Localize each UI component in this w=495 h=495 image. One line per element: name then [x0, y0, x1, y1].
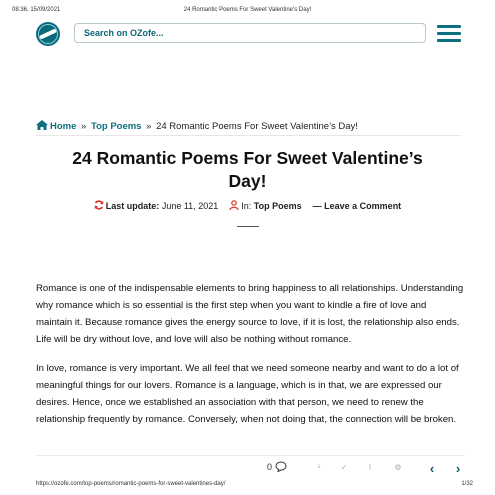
breadcrumb-category-link[interactable]: Top Poems [90, 121, 142, 132]
divider [36, 135, 461, 136]
text-cursor-icon[interactable]: Ι [368, 463, 372, 472]
leave-comment-link[interactable]: — Leave a Comment [312, 201, 402, 211]
print-page-number: 1/32 [461, 481, 473, 487]
print-header [0, 7, 495, 19]
ozofe-logo-icon[interactable] [36, 22, 60, 46]
comment-count[interactable] [267, 461, 287, 477]
next-page-button[interactable]: › [455, 461, 461, 476]
meta-category-link[interactable]: Top Poems [253, 201, 302, 211]
breadcrumb [36, 120, 358, 132]
divider [36, 455, 465, 456]
print-doc-title: 24 Romantic Poems For Sweet Valentine’s Day! [183, 7, 312, 13]
article-body [36, 280, 464, 440]
in-label: In: [241, 201, 252, 211]
search-placeholder: Search on OZofe... [84, 28, 164, 38]
print-url: https://ozofe.com/top-poems/romantic-poems-for-sweet-valentines-day/ [36, 481, 226, 487]
breadcrumb-current: 24 Romantic Poems For Sweet Valentine’s Day! [156, 121, 358, 132]
breadcrumb-home-link[interactable]: Home [50, 121, 77, 132]
hamburger-menu-icon[interactable] [437, 25, 461, 43]
sync-icon [94, 200, 104, 210]
check-icon[interactable]: ✓ [340, 463, 348, 472]
print-footer [0, 481, 495, 491]
search-input[interactable] [74, 23, 426, 43]
last-update-date: June 11, 2021 [161, 201, 219, 211]
prev-page-button[interactable]: ‹ [429, 461, 435, 476]
title-underline [237, 226, 259, 227]
post-title: 24 Romantic Poems For Sweet Valentine’s Day! [72, 148, 423, 191]
comment-icon [275, 461, 287, 472]
home-icon [36, 120, 48, 130]
breadcrumb-separator: » [146, 121, 152, 132]
zoom-icon[interactable]: ⁵ [317, 463, 321, 472]
post-meta [0, 200, 495, 211]
print-datetime: 08:36, 15/09/2021 [12, 7, 61, 13]
settings-icon[interactable]: ⚙ [394, 463, 402, 472]
last-update-label: Last update: [105, 201, 160, 211]
article-paragraph: Romance is one of the indispensable elements to bring happiness to all relationships. Understanding why romance which is so essential is the first step when you want to kindle a fire of love and maintain it. Because romance gives the energy source to love, if it is lost, the relationship also ends. Life will be dry without love, and love will also be nothing without romance. [36, 283, 464, 345]
breadcrumb-separator: » [81, 121, 87, 132]
author-icon [229, 200, 239, 210]
article-paragraph: In love, romance is very important. We all feel that we need someone nearby and want to do a lot of meaningful things for our lovers. Romance is a language, which is in that, we are expressed our desires. Hence, once we established an association with that person, we need to renew the relationship frequently by romance. Conversely, when not doing that, the connection will be broken. [36, 363, 459, 425]
comment-count-value: 0 [267, 462, 273, 472]
